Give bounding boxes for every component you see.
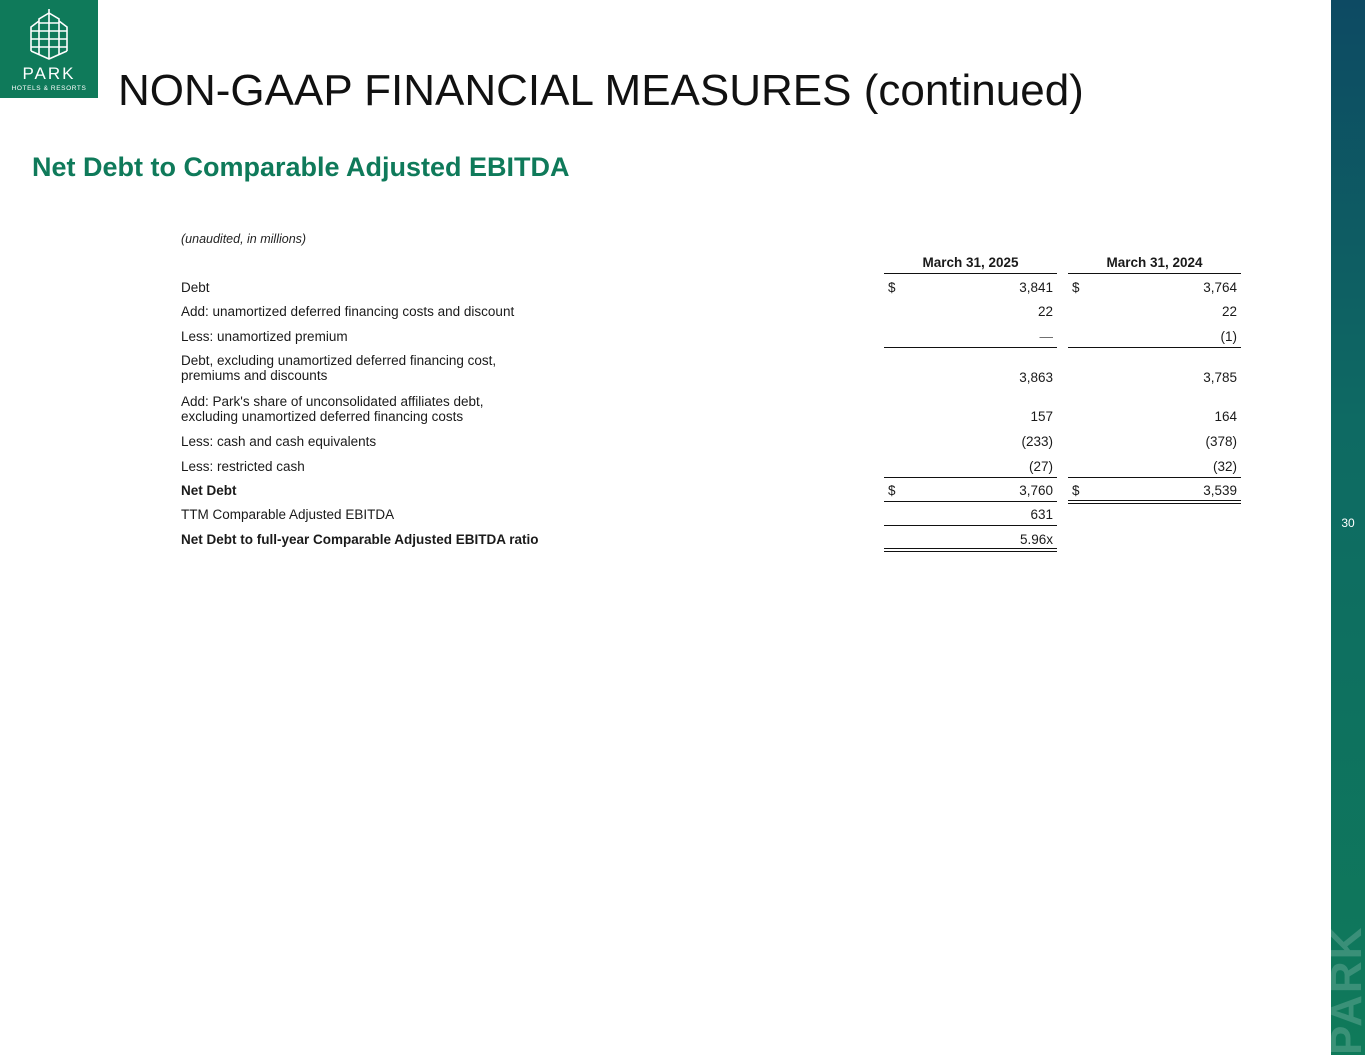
park-logo [0, 0, 98, 98]
row-label: Debt [181, 280, 210, 295]
value-2024: 164 [1214, 409, 1237, 424]
currency-symbol: $ [1072, 483, 1080, 498]
value-2024: (32) [1212, 459, 1237, 474]
value-2025: 157 [1030, 409, 1053, 424]
subtotal-rule [1068, 477, 1241, 478]
currency-symbol: $ [888, 483, 896, 498]
value-2025: (27) [1028, 459, 1053, 474]
building-logo-icon [27, 7, 71, 61]
total-double-rule [1068, 500, 1241, 504]
column-header-2025: March 31, 2025 [922, 255, 1019, 270]
subtotal-rule [1068, 347, 1241, 348]
value-2025: 3,841 [1019, 280, 1053, 295]
row-label: Less: restricted cash [181, 459, 305, 474]
row-label: Less: unamortized premium [181, 329, 348, 344]
header-underline [884, 273, 1057, 274]
row-label: Add: unamortized deferred financing costs and discount [181, 304, 515, 319]
value-2024: 3,764 [1203, 280, 1237, 295]
unit-note: (unaudited, in millions) [181, 232, 307, 246]
logo-subtitle: HOTELS & RESORTS [11, 85, 87, 92]
value-2024: 3,785 [1203, 370, 1237, 385]
value-2024: (1) [1220, 329, 1237, 344]
value-2025: 3,760 [1019, 483, 1053, 498]
side-watermark: PARK [1322, 925, 1371, 1055]
subtotal-rule [884, 347, 1057, 348]
page-title: NON-GAAP FINANCIAL MEASURES (continued) [118, 66, 1084, 115]
subtotal-rule [884, 477, 1057, 478]
currency-symbol: $ [1072, 280, 1080, 295]
row-label: Net Debt [181, 483, 237, 498]
value-2025: (233) [1021, 434, 1053, 449]
header-underline [1068, 273, 1241, 274]
row-label: Net Debt to full-year Comparable Adjusted EBITDA ratio [181, 532, 539, 547]
logo-wordmark: PARK [22, 64, 76, 83]
row-label: Debt, excluding unamortized deferred financing cost, premiums and discounts [181, 353, 497, 383]
section-title: Net Debt to Comparable Adjusted EBITDA [32, 152, 570, 182]
value-2025: 3,863 [1019, 370, 1053, 385]
value-2024: (378) [1205, 434, 1237, 449]
value-2024: 3,539 [1203, 483, 1237, 498]
total-rule [884, 501, 1057, 502]
value-2025: 5.96x [1019, 532, 1053, 547]
row-label: Add: Park's share of unconsolidated affiliates debt, excluding unamortized deferred financing costs [181, 394, 484, 424]
row-label: Less: cash and cash equivalents [181, 434, 377, 449]
value-2024: 22 [1221, 304, 1237, 319]
currency-symbol: $ [888, 280, 896, 295]
value-2025: 22 [1037, 304, 1053, 319]
subtotal-rule [884, 525, 1057, 526]
total-double-rule [884, 548, 1057, 552]
page-number: 30 [1341, 516, 1355, 530]
value-2025: 631 [1030, 507, 1053, 522]
row-label: TTM Comparable Adjusted EBITDA [181, 507, 395, 522]
column-header-2024: March 31, 2024 [1106, 255, 1203, 270]
value-2025: — [1039, 329, 1053, 344]
